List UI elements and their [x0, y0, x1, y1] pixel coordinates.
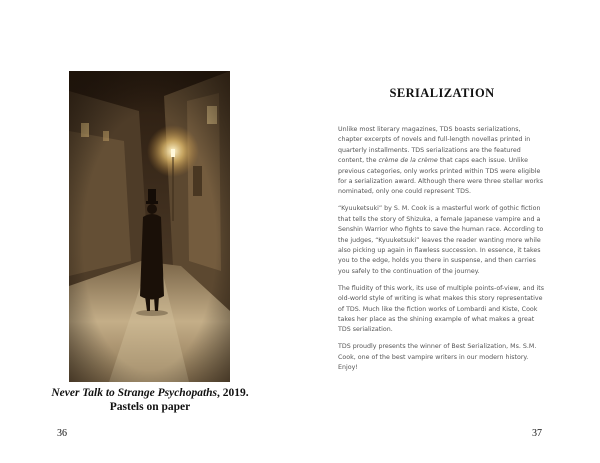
- section-heading: SERIALIZATION: [389, 86, 495, 100]
- pastel-artwork-image: [69, 71, 230, 382]
- artwork-caption: [30, 386, 270, 414]
- paragraph-1-emphasis: crème de la crème: [378, 157, 438, 165]
- page-number-left: 36: [57, 428, 67, 439]
- artwork-year: , 2019.: [217, 387, 249, 399]
- paragraph-1-end: that caps each issue. Unlike previous categories, only works printed within TDS were eligible for a serialization award. Although there were three stellar works nominated, only one could represent TDS.: [338, 157, 544, 196]
- paragraph-1-start: Unlike most literary magazines, TDS boasts serializations, chapter excerpts of novels and full-length novellas printed in quarterly installments. TDS serializations are the featured content, the: [338, 126, 531, 165]
- paragraph-2: “Kyuuketsuki” by S. M. Cook is a masterful work of gothic fiction that tells the story of Shizuka, a female Japanese vampire and a Senshin Warrior who fights to save the human race. According to the judges, “Kyuuketsuki” leaves the reader wanting more while also picking up again in flawless succession. In essence, it takes you to the edge, holds you there in suspense, and then carries you safely to the continuation of the journey.: [338, 205, 544, 275]
- caption-title-line: [30, 386, 270, 400]
- article-body: [338, 125, 546, 380]
- artwork-title: Never Talk to Strange Psychopaths: [51, 387, 218, 399]
- artwork-medium: Pastels on paper: [109, 401, 191, 413]
- night-street-painting: [69, 71, 230, 382]
- paragraph-3: The fluidity of this work, its use of multiple points-of-view, and its old-world style of writing is what makes this story representative of TDS. Much like the fiction works of Lombardi and Kiste, Cook takes her place as the shining example of what makes a great TDS serialization.: [338, 284, 545, 334]
- page-number-right: 37: [532, 428, 542, 439]
- paragraph-1: [338, 125, 546, 198]
- paragraph-4: TDS proudly presents the winner of Best Serialization, Ms. S.M. Cook, one of the best vampire writers in our modern history. Enjoy!: [338, 343, 537, 372]
